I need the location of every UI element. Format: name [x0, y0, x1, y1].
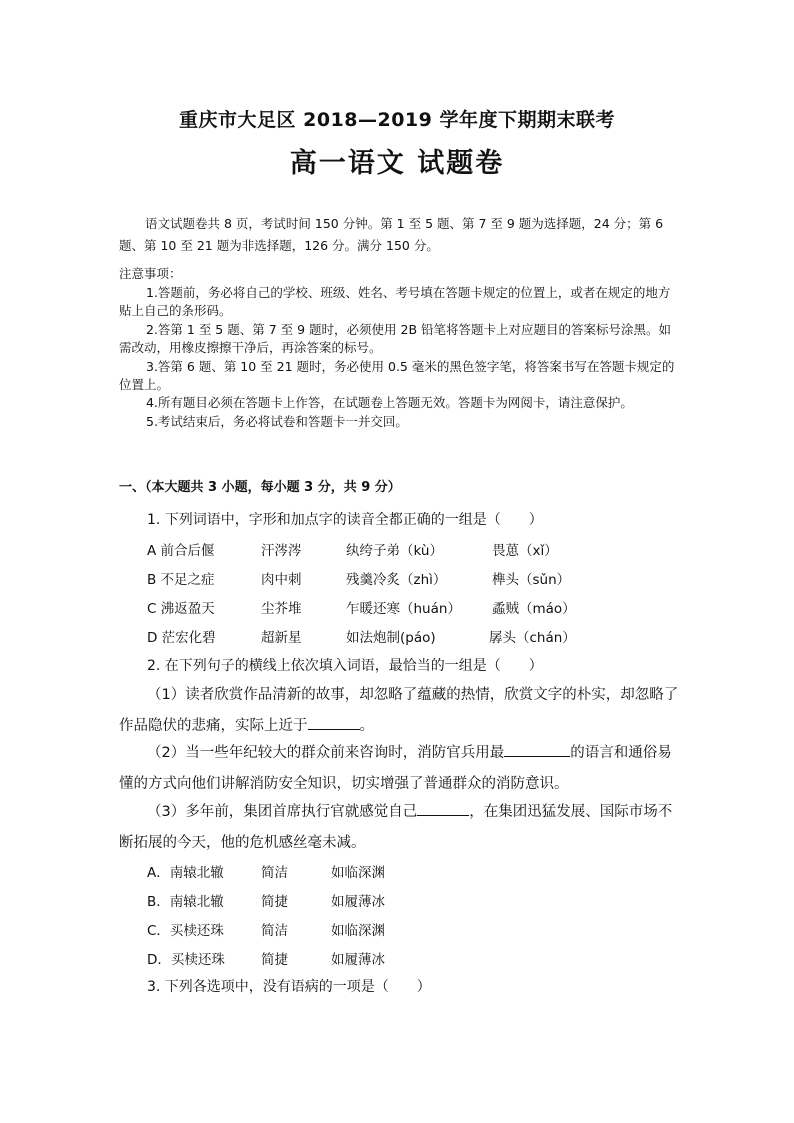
- q2-sentence-3-text-after: ，在集团迅猛发展、国际市场不断拓展的今天，他的危机感丝毫未减。: [119, 804, 673, 851]
- q2-option-d-col1: D．买椟还珠: [147, 952, 225, 968]
- notice-item: 2.答第 1 至 5 题、第 7 至 9 题时，必须使用 2B 铅笔将答题卡上对应题目的答案标号涂黑。如需改动，用橡皮擦擦干净后，再涂答案的标号。: [119, 321, 672, 356]
- notice-item: 4.所有题目必须在答题卡上作答，在试题卷上答题无效。答题卡为网阅卡，请注意保护。: [146, 395, 633, 411]
- q1-option-b-col2: 肉中刺: [261, 572, 302, 588]
- q2-option-b-col1: B．南辕北辙: [147, 894, 224, 910]
- q1-option-a-col1: A 前合后偃: [147, 543, 215, 559]
- q2-option-b-col2: 简捷: [261, 894, 288, 910]
- section-heading: 一、（本大题共 3 小题，每小题 3 分，共 9 分）: [119, 480, 401, 495]
- answer-blank: [504, 742, 570, 757]
- q2-sentence-1-text: （1）读者欣赏作品清新的故事，却忽略了蕴藏的热情，欣赏文字的朴实，却忽略了作品隐伏的悲痛，实际上近于: [119, 687, 679, 734]
- q2-option-c-col3: 如临深渊: [331, 923, 385, 939]
- notice-item: 1.答题前，务必将自己的学校、班级、姓名、考号填在答题卡规定的位置上，或者在规定的地方贴上自己的条形码。: [119, 285, 671, 319]
- q2-option-c-col2: 简洁: [261, 923, 288, 939]
- q1-option-c-col4: 蟊贼（máo）: [492, 601, 576, 617]
- q2-option-b-col3: 如履薄冰: [331, 894, 385, 910]
- q1-option-a-col4: 畏葸（xǐ）: [492, 543, 558, 559]
- q2-option-c-col1: C．买椟还珠: [147, 923, 224, 939]
- q1-option-c-col1: C 沸返盈天: [147, 601, 215, 617]
- q2-sentence-1-end: 。: [359, 718, 374, 734]
- exam-header-title: 重庆市大足区 2018—2019 学年度下期期末联考: [179, 109, 615, 131]
- q1-option-d-col2: 超新星: [261, 630, 302, 646]
- q2-option-a-col3: 如临深渊: [331, 865, 385, 881]
- q2-option-d-col2: 简捷: [261, 952, 288, 968]
- question-2-stem: 2. 在下列句子的横线上依次填入词语，最恰当的一组是（ ）: [147, 658, 543, 674]
- answer-blank: [308, 715, 360, 730]
- q2-sentence-3-text: （3）多年前，集团首席执行官就感觉自己: [147, 804, 418, 820]
- q1-option-d-col4: 孱头（chán）: [489, 630, 576, 646]
- q2-sentence-3: [119, 797, 679, 859]
- q1-option-b-col1: B 不足之症: [147, 572, 215, 588]
- notice-item: 5.考试结束后，务必将试卷和答题卡一并交回。: [146, 413, 408, 429]
- exam-intro: 语文试题卷共 8 页，考试时间 150 分钟。第 1 至 5 题、第 7 至 9 题为选择题，24 分；第 6 题、第 10 至 21 题为非选择题，126 分。满分 150 分。: [119, 216, 664, 253]
- q2-option-a-col1: A．南辕北辙: [147, 865, 224, 881]
- q2-sentence-1: [119, 680, 679, 742]
- q2-option-d-col3: 如履薄冰: [331, 952, 385, 968]
- answer-blank: [417, 801, 469, 816]
- question-1-stem: 1. 下列词语中，字形和加点字的读音全都正确的一组是（ ）: [147, 512, 543, 528]
- q2-sentence-2: [119, 738, 679, 800]
- q1-option-c-col2: 尘芥堆: [261, 601, 302, 617]
- q1-option-c-col3: 乍暖还寒（huán）: [346, 601, 461, 617]
- notice-item: 3.答第 6 题、第 10 至 21 题时，务必使用 0.5 毫米的黑色签字笔，将答案书写在答题卡规定的位置上。: [119, 358, 675, 393]
- notices-label: 注意事项：: [119, 266, 182, 281]
- q1-option-a-col3: 纨绔子弟（kù）: [346, 543, 443, 559]
- question-3-stem: 3. 下列各选项中，没有语病的一项是（ ）: [147, 979, 431, 995]
- q1-option-d-col1: D 茫宏化碧: [147, 630, 216, 646]
- q1-option-b-col4: 榫头（sǔn）: [492, 572, 571, 588]
- q2-option-a-col2: 简洁: [261, 865, 288, 881]
- q1-option-a-col2: 汗涔涔: [261, 543, 302, 559]
- q2-sentence-2-text-after: 的语言和通俗易懂的方式向他们讲解消防安全知识，切实增强了普通群众的消防意识。: [119, 745, 672, 792]
- notices-list: [119, 284, 679, 431]
- q1-option-d-col3: 如法炮制(páo): [346, 630, 436, 646]
- exam-paper-title: 高一语文 试题卷: [289, 148, 505, 179]
- q2-sentence-2-text: （2）当一些年纪较大的群众前来咨询时，消防官兵用最: [147, 745, 505, 761]
- q1-option-b-col3: 残羹冷炙（zhì）: [346, 572, 447, 588]
